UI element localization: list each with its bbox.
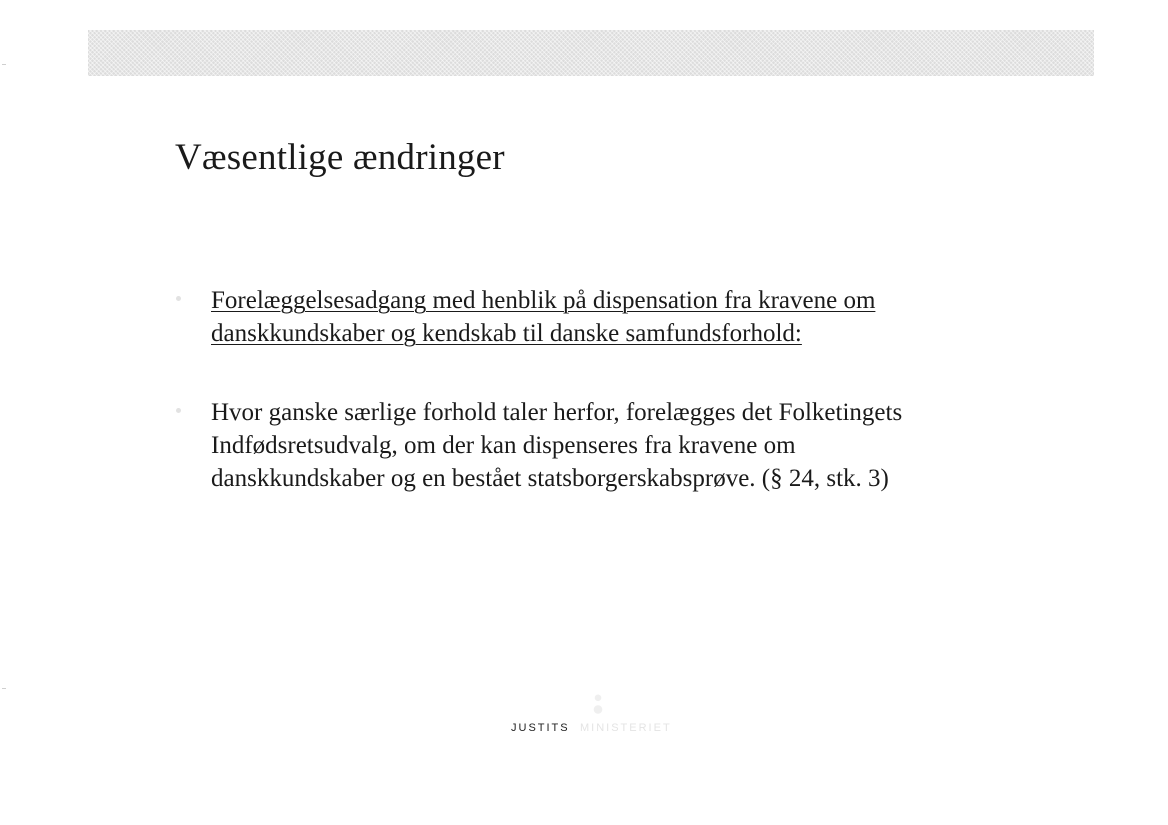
crown-logo-icon bbox=[591, 690, 605, 716]
scan-edge-mark bbox=[2, 688, 6, 689]
bullet-2-line-1: Hvor ganske særlige forhold taler herfor, forelægges det Folketingets bbox=[211, 399, 903, 426]
bullet-1-line-2: danskkundskaber og kendskab til danske samfundsforhold: bbox=[211, 320, 802, 347]
footer-logo-faded-text: MINISTERIET bbox=[580, 722, 672, 734]
footer-logo-text: JUSTITS bbox=[511, 722, 570, 734]
bullet-marker-icon bbox=[176, 408, 181, 413]
bullet-item-1 bbox=[211, 284, 1031, 350]
bullet-1-line-1: Forelæggelsesadgang med henblik på dispensation fra kravene om bbox=[211, 287, 876, 314]
bullet-item-2 bbox=[211, 396, 1031, 495]
header-band bbox=[88, 30, 1094, 76]
bullet-2-line-2: Indfødsretsudvalg, om der kan dispenseres fra kravene om bbox=[211, 432, 796, 459]
scan-edge-mark bbox=[2, 64, 6, 65]
bullet-2-line-3: danskkundskaber og en bestået statsborgerskabsprøve. (§ 24, stk. 3) bbox=[211, 465, 889, 492]
slide-title: Væsentlige ændringer bbox=[175, 137, 505, 178]
bullet-marker-icon bbox=[176, 296, 181, 301]
